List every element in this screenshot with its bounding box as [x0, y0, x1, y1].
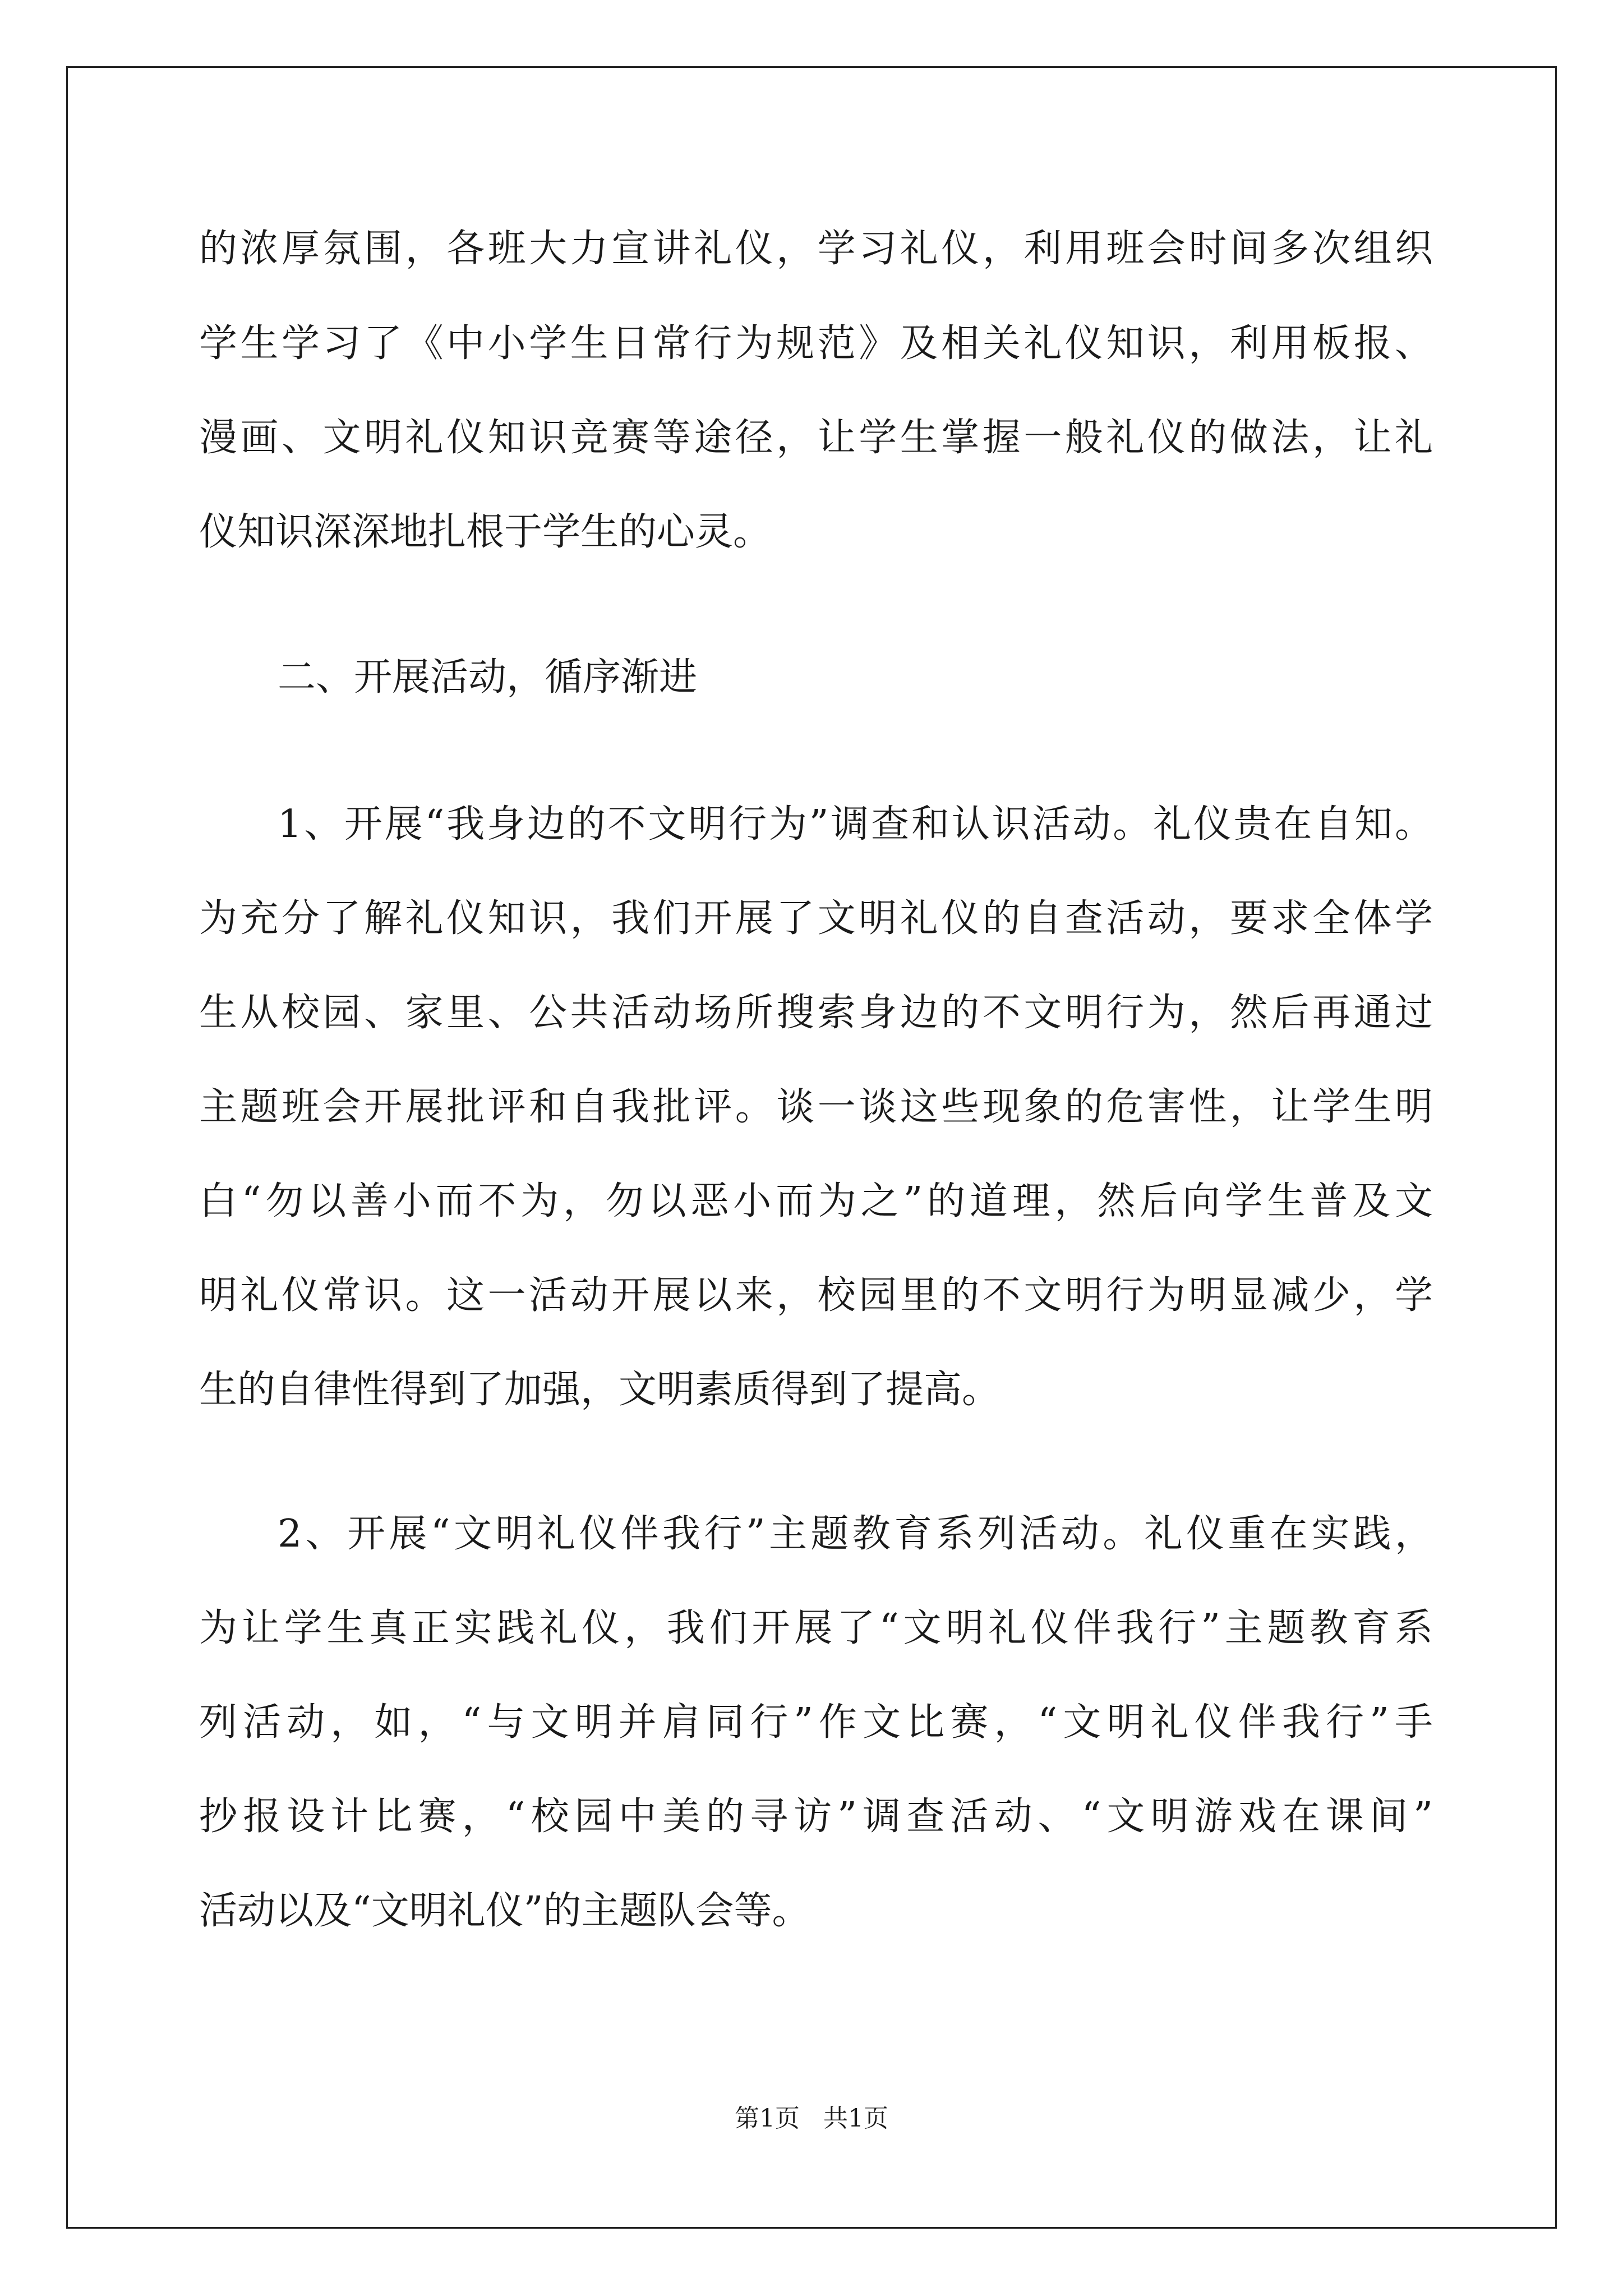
text-line: 生的自律性得到了加强，文明素质得到了提高。	[199, 1368, 1000, 1412]
page-footer: 第1页 共1页	[735, 2104, 888, 2133]
text-line: 明礼仪常识。这一活动开展以来，校园里的不文明行为明显减少，学	[199, 1273, 1433, 1318]
text-line: 2、开展“文明礼仪伴我行”主题教育系列活动。礼仪重在实践，	[278, 1512, 1433, 1556]
text-line: 学生学习了《中小学生日常行为规范》及相关礼仪知识，利用板报、	[199, 321, 1433, 366]
text-line: 活动以及“文明礼仪”的主题队会等。	[199, 1889, 810, 1933]
text-line: 抄报设计比赛，“校园中美的寻访”调查活动、“文明游戏在课间”	[199, 1795, 1433, 1839]
text-line: 列活动，如，“与文明并肩同行”作文比赛，“文明礼仪伴我行”手	[199, 1700, 1433, 1745]
text-line: 白“勿以善小而不为，勿以恶小而为之”的道理，然后向学生普及文	[199, 1179, 1433, 1223]
text-line: 生从校园、家里、公共活动场所搜索身边的不文明行为，然后再通过	[199, 991, 1433, 1035]
text-line: 1、开展“我身边的不文明行为”调查和认识活动。礼仪贵在自知。	[278, 802, 1433, 846]
text-line: 漫画、文明礼仪知识竞赛等途径，让学生掌握一般礼仪的做法，让礼	[199, 416, 1433, 460]
text-line: 仪知识深深地扎根于学生的心灵。	[199, 510, 772, 554]
text-line: 为让学生真正实践礼仪，我们开展了“文明礼仪伴我行”主题教育系	[199, 1606, 1433, 1650]
text-line: 为充分了解礼仪知识，我们开展了文明礼仪的自查活动，要求全体学	[199, 896, 1433, 941]
text-line: 主题班会开展批评和自我批评。谈一谈这些现象的危害性，让学生明	[199, 1085, 1433, 1129]
text-line: 的浓厚氛围，各班大力宣讲礼仪，学习礼仪，利用班会时间多次组织	[199, 227, 1433, 271]
section-heading: 二、开展活动，循序渐进	[278, 655, 698, 700]
